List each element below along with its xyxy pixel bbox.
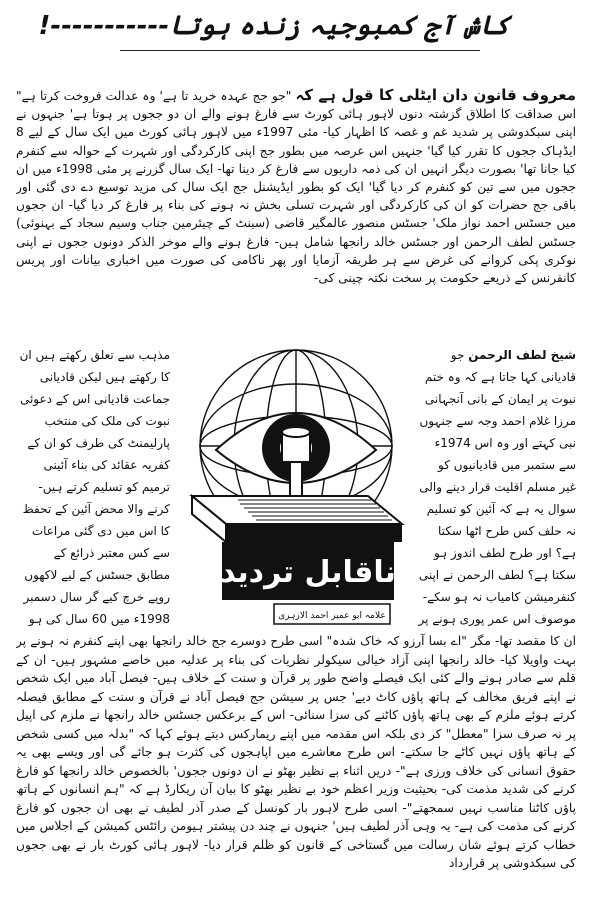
right-column-subhead: شیخ لطف الرحمن [468, 348, 576, 362]
bottom-paragraph [16, 632, 576, 902]
article-title: کاش آج کمبوجیہ زندہ ہوتا-----------! [38, 11, 510, 41]
book-graphic [192, 496, 402, 542]
right-column-body: جو قادیانی کہا جاتا ہے کہ وہ ختم نبوت پر ایمان کے بانی آنجہانی مرزا غلام احمد وجہ سے جنہوں نبی کہتے اور وہ اس 1974ء سے ستمبر میں قادیانیوں کو غیر مسلم اقلیت قرار دینے والی سوال یہ ہے کہ آئین کو تسلیم نہ حلف کس طرح اٹھا سکتا ہے؟ اور طرح لطف اندوز ہو سکتا ہے؟ لطف الرحمن نے اپنی کنفرمیشن کامیاب نہ ہو سکے- موصوف اس عمر پوری ہونے پر [418, 348, 576, 626]
plaque-title: ناقابل تردید [220, 555, 396, 590]
bottom-text: ان کا مقصد تھا- مگر "اے بسا آرزو کہ خاک شدہ" اسی طرح دوسرے جج خالد رانجھا بھی اپنے کنفرم نہ ہونے پر بہت واویلا کیا- خالد رانجھا اپنی آزاد خیالی سیکولر نظریات کی بناء پر عدلیہ میں خاصے مشہور ہیں- ان کے قلم سے صادر ہونے والے کئی ایک فیصلے واضح طور پر قرآن و سنت کے خلاف ہیں- فیصل آباد میں ایک شخص نے اپنے فریق مخالف کے ہاتھ پاؤں کاٹ دیے' جس پر سیشن جج فیصل آباد نے قرآن و سنت کے مطابق فیصلہ کرتے ہوئے ملزم کے بھی ہاتھ پاؤں کاٹنے کی سزا سنائی- اس کے برعکس جسٹس خالد رانجھا نے ملزم کی اپیل پر نہ صرف سزا "معطل" کر دی بلکہ اس مقدمہ میں اپنے ریمارکس دیتے ہوئے کہا کہ "بدلہ میں کسی شخص کے ہاتھ پاؤں نہیں کاٹے جا سکتے- اس طرح معاشرے میں اپاہجوں کی کثرت ہو جائے گی اور ویسے بھی یہ حقوق انسانی کی خلاف ورزی ہے"- دریں اثناء بے نظیر بھٹو نے ان دونوں ججوں' بالخصوص خالد رانجھا کو فارغ کرنے کی شدید مذمت کی- بحیثیت وزیر اعظم خود بے نظیر بھٹو کا بیان آن ریکارڈ ہے کہ "ہم انسانوں کے ہاتھ پاؤں کاٹنا مناسب نہیں سمجھتے"- اسی طرح لاہور بار کونسل کے صدر آذر لطیف نے بھی ان ججوں کو فارغ کرنے کی مذمت کی ہے- یہ وہی آذر لطیف ہیں' جنہوں نے چند دن پیشتر ہیومن رائٹس کمیشن کے اجلاس میں خطاب کرتے ہوئے شان رسالت میں گستاخی کے قانون کو ظلم قرار دیا- لاہور ہائی کورٹ بار نے بھی ججوں کی سبکدوشی پر قرارداد [16, 634, 576, 870]
intro-lead: معروف قانون دان ایٹلی کا قول ہے کہ [295, 86, 576, 104]
plaque-author: علامہ ابو عمیر احمد الازہری [278, 611, 386, 621]
intro-text: "جو جج عہدہ خرید تا ہے' وہ عدالت فروخت کرتا ہے" اس صداقت کا اطلاق گزشتہ دنوں لاہور ہائی کورٹ سے فارغ ہونے والے ان دو ججوں پر ہوتا ہے' جنہوں نے اپنی سبکدوشی پر شدید غم و غصہ کا اظہار کیا- مئی 1997ء میں لاہور ہائی کورٹ میں ایک سال کے لیے 8 ایڈہاک ججوں کا تقرر کیا گیا' جنہیں اس عرصہ میں بطور جج اپنی کارکردگی اور شہرت کے حوالہ سے کنفرم کیا جانا تھا' بصورت دیگر انہیں ان کی ذمہ داریوں سے فارغ کر دینا تھا- ایک سال گزرنے پر مئی 1998ء میں ان ججوں میں سے تین کو کنفرم کر دیا گیا' ایک کو بطور ایڈیشنل جج ایک سال کی مزید توسیع دے دی گئی اور باقی جج حضرات کو ان کی کارکردگی اور شہرت تسلی بخش نہ ہونے کی بناء پر فارغ کر دیا گیا- ان ججوں میں جسٹس احمد نواز ملک' جسٹس منصور عالمگیر قاضی (سینٹ کے چیئرمین جناب وسیم سجاد کے بہنوئی) جسٹس لطف الرحمن اور جسٹس خالد رانجھا شامل ہیں- فارغ ہونے والے موخر الذکر دونوں ججوں نے اپنی نوکری پکی کروانے کی غرض سے ہر طریقہ آزمایا اور پھر ناکامی کی صورت میں اخباری بیانات اور پریس کانفرنس کے ذریعے حکومت پر سخت نکتہ چینی کی- [16, 89, 576, 286]
left-column-body: مذہب سے تعلق رکھتے ہیں ان کا رکھتے ہیں لیکن قادیانی جماعت قادیانی اس کے دعوئی نبوت کی ملک کی منتخب پارلیمنٹ کی طرف کو ان کے کفریہ عقائد کی بناء آئینی ترمیم کو تسلیم کرتے ہیں- کرنے والا محض آئین کے تحفظ کا اس میں دی گئی مراعات سے کس معتبر ذرائع کے مطابق جسٹس کے لیے لاکھوں روپے خرچ کیے گر سال دسمبر 1998ء میں 60 سال کی ہو [19, 348, 170, 626]
intro-paragraph [16, 86, 576, 348]
book-cover-illustration [178, 346, 414, 630]
right-column-text [418, 344, 576, 632]
left-column-text [18, 344, 170, 632]
title-underline [120, 50, 480, 51]
